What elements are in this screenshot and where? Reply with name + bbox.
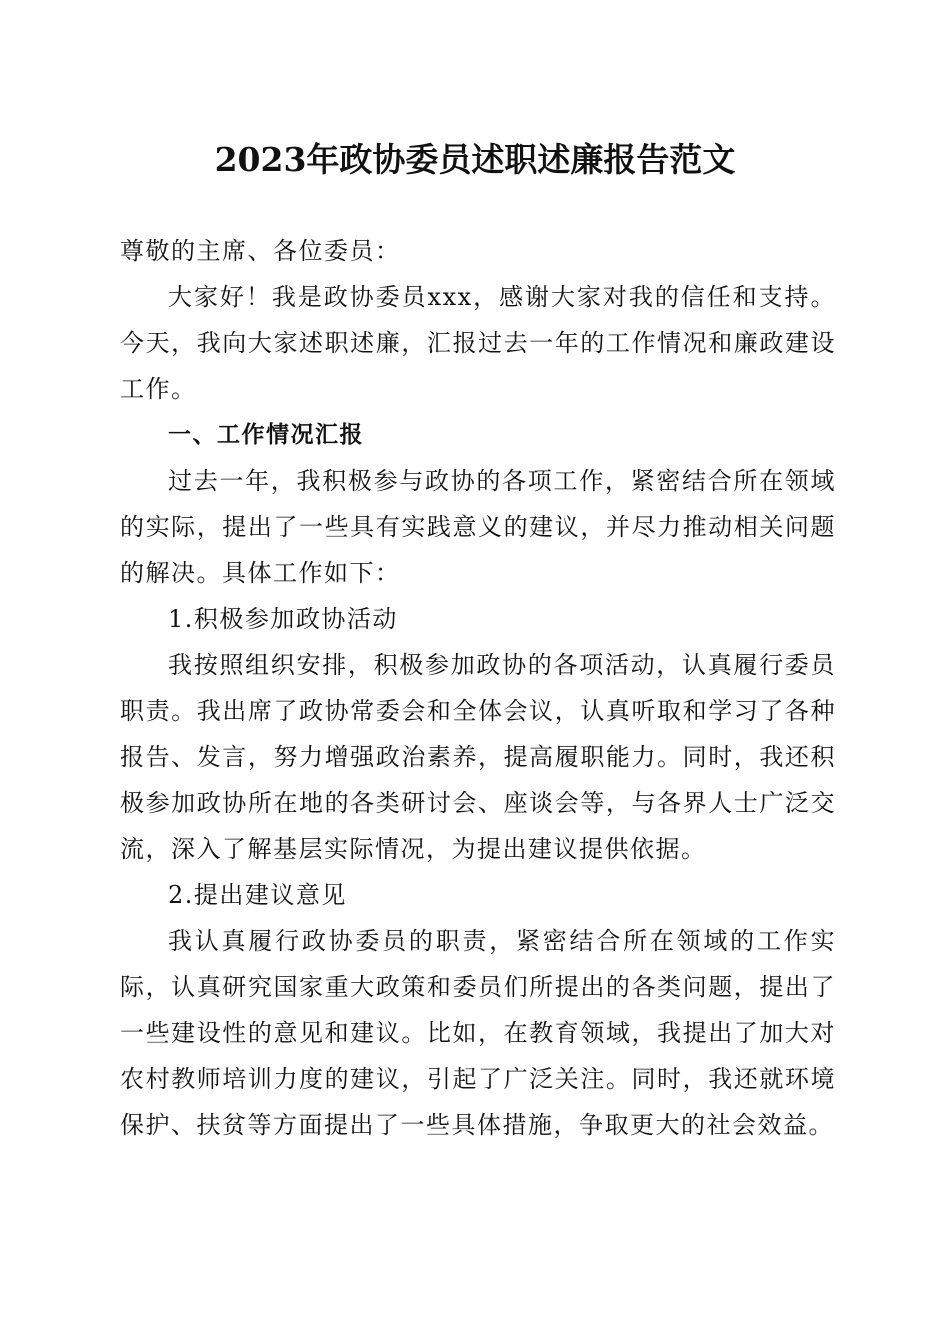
document-title: 2023年政协委员述职述廉报告范文 — [214, 140, 736, 179]
item-heading-1: 1.积极参加政协活动 — [168, 605, 398, 633]
item-paragraph-1: 我按照组织安排，积极参加政协的各项活动，认真履行委员职责。我出席了政协常委会和全体会议，认真听取和学习了各种报告、发言，努力增强政治素养，提高履职能力。同时，我还积极参加政协所在地的各类研讨会、座谈会等，与各界人士广泛交流，深入了解基层实际情况，为提出建议提供依据。 — [120, 651, 836, 863]
intro-paragraph: 大家好！我是政协委员xxx，感谢大家对我的信任和支持。今天，我向大家述职述廉，汇报过去一年的工作情况和廉政建设工作。 — [120, 283, 836, 403]
item-paragraph-2: 我认真履行政协委员的职责，紧密结合所在领域的工作实际，认真研究国家重大政策和委员们所提出的各类问题，提出了一些建设性的意见和建议。比如，在教育领域，我提出了加大对农村教师培训力度的建议，引起了广泛关注。同时，我还就环境保护、扶贫等方面提出了一些具体措施，争取更大的社会效益。 — [120, 927, 836, 1139]
salutation: 尊敬的主席、各位委员： — [120, 237, 401, 265]
document-body — [120, 228, 836, 1148]
section-paragraph: 过去一年，我积极参与政协的各项工作，紧密结合所在领域的实际，提出了一些具有实践意义的建议，并尽力推动相关问题的解决。具体工作如下： — [120, 467, 836, 587]
item-heading-2: 2.提出建议意见 — [168, 881, 347, 909]
section-heading: 一、工作情况汇报 — [168, 422, 364, 448]
